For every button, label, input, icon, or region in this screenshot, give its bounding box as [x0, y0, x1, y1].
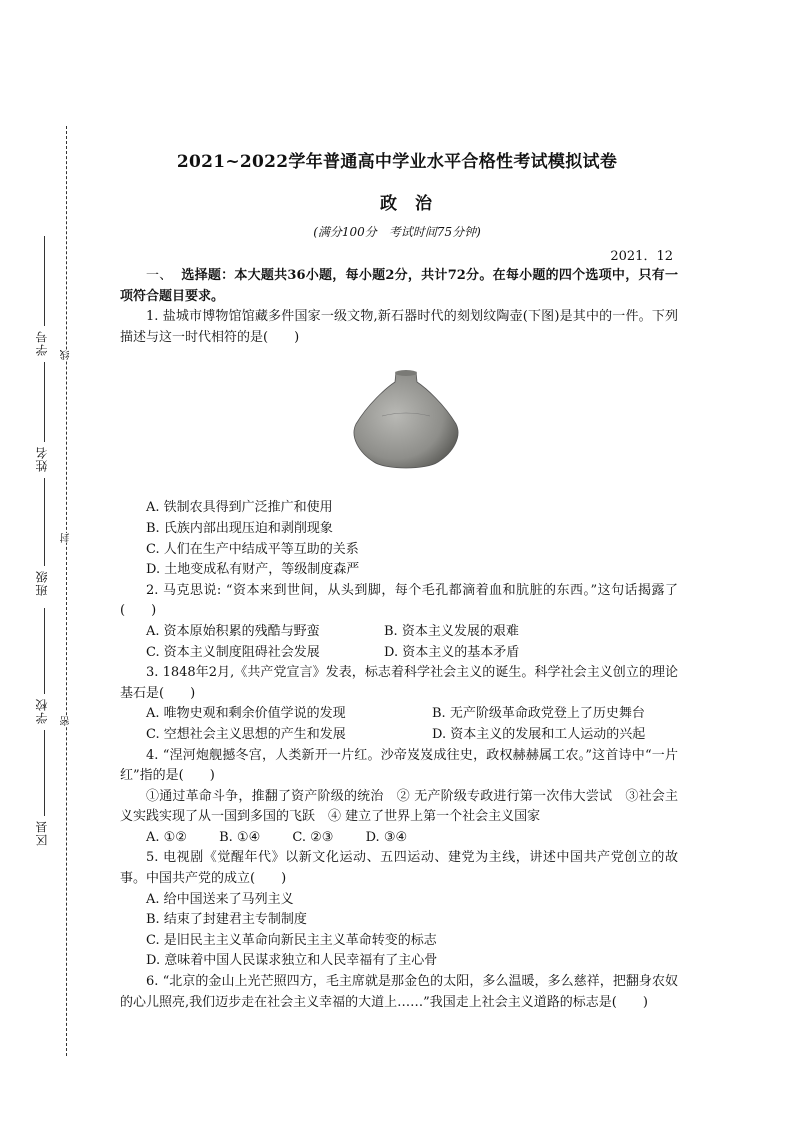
- question-1-option-d[interactable]: D. 土地变成私有财产，等级制度森严: [146, 562, 360, 578]
- student-id-label: 学号: [35, 330, 49, 356]
- question-4-option-c[interactable]: C. ②③: [292, 829, 334, 845]
- question-2-option-b[interactable]: B. 资本主义发展的艰难: [384, 623, 519, 639]
- pottery-jar-icon: [346, 366, 466, 476]
- question-3-option-a[interactable]: A. 唯物史观和剩余价值学说的发现: [146, 706, 346, 722]
- question-3-options-row2: [120, 725, 678, 746]
- exam-subject: 政治: [380, 194, 450, 214]
- class-blank[interactable]: [44, 478, 45, 566]
- seal-char-seal: 封: [61, 533, 72, 543]
- question-3-option-c[interactable]: C. 空想社会主义思想的产生和发展: [146, 726, 346, 742]
- question-content: [120, 266, 678, 1013]
- binding-dashed-line: [66, 126, 67, 1056]
- question-1-option-b[interactable]: B. 氏族内部出现压迫和剥削现象: [146, 520, 333, 536]
- question-1-stem: 1. 盐城市博物馆馆藏多件国家一级文物,新石器时代的刻划纹陶壶(下图)是其中的一件。下列描述与这一时代相符的是( ): [120, 309, 678, 345]
- question-5-option-a[interactable]: A. 给中国送来了马列主义: [146, 891, 294, 907]
- exam-date: 2021．12: [610, 249, 673, 264]
- question-4-option-a[interactable]: A. ①②: [146, 829, 187, 845]
- question-5-option-d[interactable]: D. 意味着中国人民谋求独立和人民幸福有了主心骨: [146, 953, 438, 969]
- question-1-option-c[interactable]: C. 人们在生产中结成平等互助的关系: [146, 541, 359, 557]
- question-2-option-a[interactable]: A. 资本原始积累的残酷与野蛮: [146, 623, 320, 639]
- school-blank[interactable]: [44, 608, 45, 694]
- question-4-option-b[interactable]: B. ①④: [219, 829, 261, 845]
- question-2-option-c[interactable]: C. 资本主义制度阻碍社会发展: [146, 644, 320, 660]
- question-4-options: [120, 828, 678, 849]
- question-5-stem: 5. 电视剧《觉醒年代》以新文化运动、五四运动、建党为主线，讲述中国共产党创立的故事。中国共产党的成立( ): [120, 850, 678, 887]
- question-6-stem: 6. “北京的金山上光芒照四方，毛主席就是那金色的太阳，多么温暖，多么慈祥，把翻身农奴的心儿照亮,我们迈步走在社会主义幸福的大道上……”我国走上社会主义道路的标志是( ): [120, 974, 678, 1010]
- question-4-statements: ①通过革命斗争，推翻了资产阶级的统治 ② 无产阶级专政进行第一次伟大尝试 ③社会主义实践实现了从一国到多国的飞跃 ④ 建立了世界上第一个社会主义国家: [120, 788, 678, 825]
- section-heading-tail: 只有一项符合题目要求。: [120, 268, 678, 304]
- question-4-stem: 4. “涅河炮舰撼冬宫，人类新开一片红。沙帝岌岌成往史，政权赫赫属工农。”这首诗中“一片红”指的是( ): [120, 747, 678, 784]
- section-number: 一、: [146, 268, 173, 283]
- question-1-option-a[interactable]: A. 铁制农具得到广泛推广和使用: [146, 500, 333, 516]
- seal-char-secret: 密: [61, 716, 72, 726]
- question-1-figure: [120, 348, 678, 498]
- section-heading-text: 选择题：本大题共36小题，每小题2分，共计72分。在每小题的四个选项中，: [181, 268, 639, 283]
- name-blank[interactable]: [44, 362, 45, 442]
- question-3-options-row1: [120, 704, 678, 725]
- question-5-option-c[interactable]: C. 是旧民主主义革命向新民主主义革命转变的标志: [146, 932, 437, 948]
- district-label: 区县: [35, 820, 49, 846]
- name-label: 姓名: [35, 446, 49, 472]
- question-2-stem: 2. 马克思说: “资本来到世间，从头到脚，每个毛孔都滴着血和肮脏的东西。”这句话揭露了( ): [120, 582, 678, 619]
- question-2-options-row2: [120, 643, 678, 664]
- school-label: 学校: [35, 698, 49, 724]
- question-2-option-d[interactable]: D. 资本主义的基本矛盾: [384, 644, 520, 660]
- question-3-stem: 3. 1848年2月,《共产党宣言》发表，标志着科学社会主义的诞生。科学社会主义创立的理论基石是( ): [120, 665, 678, 701]
- exam-title: 2021~2022学年普通高中学业水平合格性考试模拟试卷: [176, 152, 618, 172]
- seal-char-line: 线: [61, 350, 72, 360]
- student-id-blank[interactable]: [44, 236, 45, 326]
- question-2-options-row1: [120, 622, 678, 643]
- question-3-option-d[interactable]: D. 资本主义的发展和工人运动的兴起: [432, 726, 646, 742]
- question-4-option-d[interactable]: D. ③④: [365, 829, 408, 845]
- question-5-option-b[interactable]: B. 结束了封建君主专制制度: [146, 912, 307, 928]
- district-blank[interactable]: [44, 730, 45, 816]
- section-heading: [120, 266, 678, 307]
- class-label: 班级: [35, 570, 49, 596]
- question-3-option-b[interactable]: B. 无产阶级革命政党登上了历史舞台: [432, 706, 645, 722]
- exam-meta: (满分100分 考试时间75分钟): [313, 225, 481, 239]
